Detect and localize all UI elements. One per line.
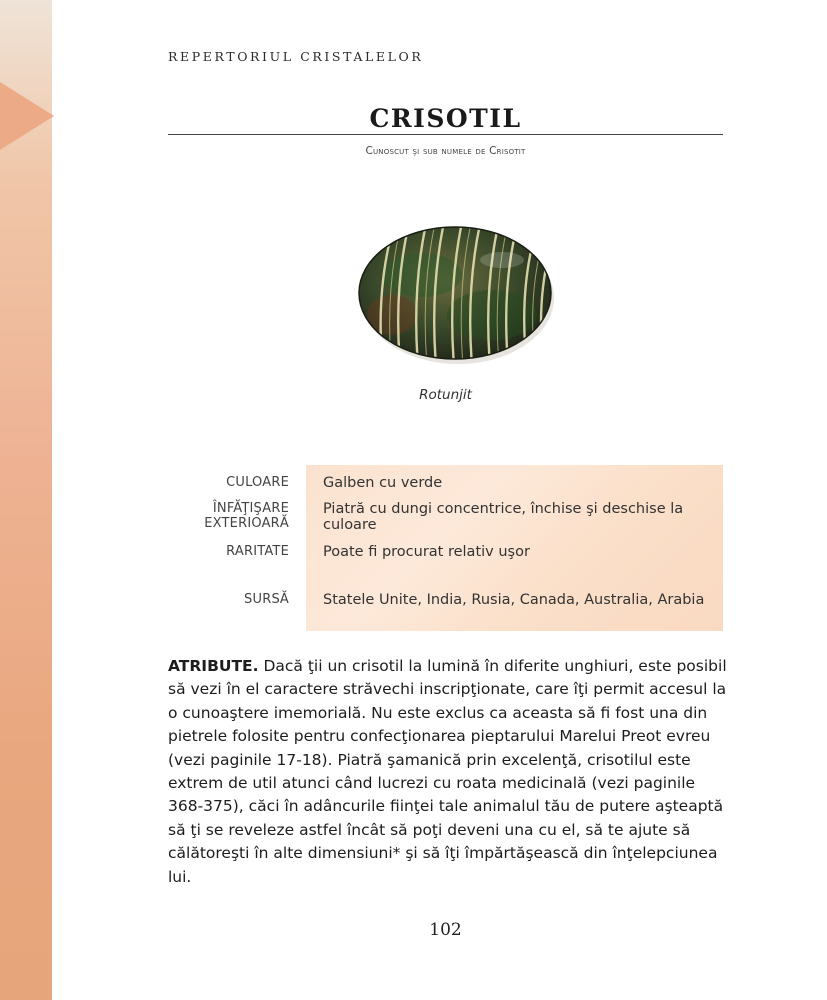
rarity-value: Poate fi procurat relativ uşor bbox=[323, 544, 530, 560]
color-label: CULOARE bbox=[226, 475, 289, 490]
appearance-label-line1: ÎNFĂŢIŞARE bbox=[212, 501, 289, 516]
image-caption: Rotunjit bbox=[419, 387, 472, 403]
source-label: SURSĂ bbox=[244, 592, 289, 607]
page-number: 102 bbox=[429, 920, 462, 940]
appearance-label-line2: EXTERIOARĂ bbox=[204, 516, 289, 531]
title-divider bbox=[168, 134, 723, 135]
source-value: Statele Unite, India, Rusia, Canada, Australia, Arabia bbox=[323, 592, 705, 608]
rarity-label: RARITATE bbox=[226, 544, 289, 559]
attributes-paragraph bbox=[168, 655, 728, 889]
stone-image bbox=[352, 220, 558, 366]
attributes-lead: ATRIBUTE. bbox=[168, 657, 259, 675]
running-head: REPERTORIUL CRISTALELOR bbox=[168, 49, 424, 64]
page-subtitle: Cunoscut şi sub numele de Crisotit bbox=[365, 145, 526, 157]
side-color-band bbox=[0, 0, 52, 1000]
color-value: Galben cu verde bbox=[323, 475, 443, 491]
page-title: CRISOTIL bbox=[369, 104, 522, 133]
section-tab-marker bbox=[0, 82, 54, 150]
attributes-text: Dacă ţii un crisotil la lumină în diferite unghiuri, este posibil să vezi în el caractere străvechi inscripţionate, care îţi permit accesul la o cunoaştere imemorială. Nu este exclus ca aceasta să fi fost una din pietrele folosite pentru confecţionarea pieptarului Marelui Preot evreu (vezi paginile 17-18). Piatră şamanică prin excelenţă, crisotilul este extrem de util atunci când lucrezi cu roata medicinală (vezi paginile 368-375), căci în adâncurile fiinţei tale animalul tău de putere aşteaptă să ţi se reveleze astfel încât să poţi deveni una cu el, să te ajute să călătoreşti în alte dimensiuni* şi să îţi împărtăşească din înţelepciunea lui. bbox=[168, 657, 727, 886]
appearance-value: Piatră cu dungi concentrice, închise şi deschise la culoare bbox=[323, 501, 684, 533]
